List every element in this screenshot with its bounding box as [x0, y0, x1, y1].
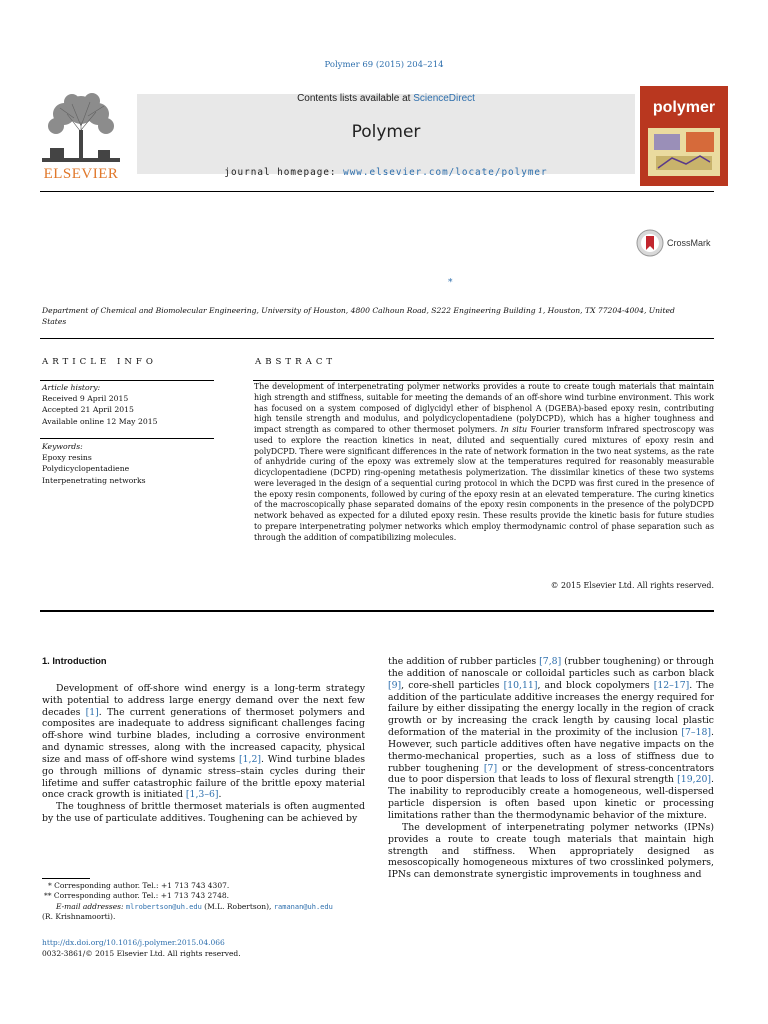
body-column-right [388, 656, 714, 881]
keywords-divider [40, 438, 214, 439]
homepage-prefix: journal homepage: [224, 167, 344, 178]
masthead-divider [40, 191, 714, 192]
contents-availability-line [137, 93, 635, 104]
cover-title: polymer [652, 99, 716, 116]
section-heading-introduction: 1. Introduction [42, 656, 107, 666]
journal-title: Polymer [351, 122, 421, 142]
text-run: (rubber toughening) or through the addition of nanoscale or colloidal particles such as carbon black [388, 656, 714, 679]
issn-line: 0032-3861/© 2015 Elsevier Ltd. All rights reserved. [42, 948, 241, 958]
body-paragraph [42, 683, 365, 801]
abstract-body [254, 382, 714, 543]
sciencedirect-link[interactable]: ScienceDirect [413, 93, 475, 104]
cover-figure-image [648, 128, 720, 176]
crossmark-label: CrossMark [667, 238, 711, 248]
journal-header-band [137, 93, 635, 178]
abstract-bottom-divider [40, 610, 714, 612]
text-run: . The current generations of thermoset polymers and composites are inadequate to address significant challenges facing off-shore wind turbine blades, including a corrosive environment and dynamic stresses, along with the increased capacity, physical size and mass of off-shore wind systems [42, 706, 365, 765]
elsevier-tree-icon [42, 92, 120, 162]
text-run: . [218, 789, 222, 801]
citation-link[interactable]: [1] [85, 706, 99, 718]
citation-link[interactable]: [12–17] [653, 679, 690, 691]
crossmark-badge[interactable] [636, 229, 716, 259]
text-run: . Wind turbine blades go through millions of dynamic stress–stain cycles during their lifetime and suffer catastrophic failure of the brittle epoxy material once crack growth is initiated [42, 753, 365, 801]
body-column-left [42, 656, 365, 825]
keyword-item: Epoxy resins [42, 453, 92, 463]
abstract-copyright: © 2015 Elsevier Ltd. All rights reserved. [550, 581, 714, 590]
article-info-divider [40, 380, 214, 381]
history-accepted: Accepted 21 April 2015 [42, 405, 134, 415]
affiliation-divider [40, 338, 714, 339]
elsevier-wordmark: ELSEVIER [43, 166, 119, 182]
abstract-part1: The development of interpenetrating polymer networks provides a route to create tough materials that maintain high strength and stiffness, suitable for meeting the demands of an off-shore wind turbine environment. This work has focused on a system composed of diglycidyl ether of bisphenol A (DGEBA)-based epoxy resin, contributing high tensile strength and modulus, and polydicyclopentadiene (polyDCPD), which has a higher toughness and impact strength as compared to other thermoset polymers. [254, 382, 714, 434]
author-star-marker[interactable]: * [448, 278, 453, 288]
body-paragraph [388, 656, 714, 822]
email-link-robertson[interactable]: mlrobertson@uh.edu [125, 902, 202, 911]
history-online: Available online 12 May 2015 [42, 416, 158, 426]
history-received: Received 9 April 2015 [42, 394, 129, 404]
footnote-corresponding-2: ** Corresponding author. Tel.: +1 713 743 2748. [44, 891, 230, 901]
doi-block [42, 938, 241, 959]
citation-link[interactable]: [19,20] [677, 774, 712, 786]
citation-link[interactable]: [7–18] [681, 727, 712, 739]
citation-link[interactable]: [1,3–6] [185, 789, 219, 801]
keyword-item: Interpenetrating networks [42, 475, 146, 485]
keywords-block [42, 441, 146, 486]
citation-link[interactable]: [7] [483, 762, 498, 774]
author-affiliation: Department of Chemical and Biomolecular Engineering, University of Houston, 4800 Calhoun Road, S222 Engineering Building 1, Houston, TX 77204-4004, United States [42, 306, 675, 326]
footnote-emails [42, 902, 365, 912]
abstract-in-situ: In situ [500, 425, 528, 434]
abstract-part2: Fourier transform infrared spectroscopy was used to explore the reaction kinetics in neat, diluted and sequentially cured mixtures of epoxy resin and polyDCPD. There were significant differences in the rate of network formation in the two neat systems, as the rate of anhydride curing of the epoxy was extremely slow at the temperatures required for reasonably measurable dicyclopentadiene (DCPD) ring-opening metathesis polymerization. The dissimilar kinetics of these two systems were leveraged in the design of a sequential curing protocol in which the DCPD was first cured in the presence of the epoxy resin components, followed by curing of the epoxy resin at an elevated temperature. The curing kinetics of the macroscopically phase separated domains of the epoxy resin components in the presence of the polyDCPD network behaved as expected for a diluted epoxy resin. These results provide the kinetic basis for future studies to prepare interpenetrating polymer networks which employ thermodynamic control of phase separation such as through the addition of compatibilizing molecules. [254, 425, 714, 542]
text-run: the addition of rubber particles [388, 656, 540, 667]
footnote-corresponding-1: * Corresponding author. Tel.: +1 713 743 4307. [48, 881, 230, 890]
journal-masthead [40, 86, 730, 186]
email-link-krishnamoorti[interactable]: ramanan@uh.edu [273, 902, 333, 911]
footnotes [42, 881, 365, 923]
footnote-divider [42, 878, 90, 879]
journal-cover-image[interactable] [640, 86, 728, 186]
article-history [42, 382, 158, 427]
keywords-label: Keywords: [42, 442, 83, 451]
journal-reference-link[interactable]: Polymer 69 (2015) 204–214 [324, 60, 444, 70]
article-info-heading: ARTICLE INFO [42, 357, 157, 367]
email-label: E-mail addresses: [56, 901, 124, 911]
citation-link[interactable]: [1,2] [239, 753, 262, 765]
text-run: , core-shell particles [401, 679, 504, 691]
text-run: . The inability to reproducibly create a homogeneous, well-dispersed particle dispersion is often based upon kinetic or processing limitations rather than the thermodynamic behavior of the mixture. [388, 774, 714, 821]
text-run: Development of off-shore wind energy is a long-term strategy with potential to address large energy demand over the next few decades [42, 682, 365, 718]
contents-prefix: Contents lists available at [297, 93, 414, 104]
email-name-robertson: (M.L. Robertson), [201, 901, 274, 911]
history-label: Article history: [42, 383, 101, 392]
citation-link[interactable]: [9] [388, 679, 402, 691]
crossmark-icon [636, 229, 664, 257]
doi-link[interactable]: http://dx.doi.org/10.1016/j.polymer.2015.04.066 [42, 938, 225, 947]
body-paragraph: The toughness of brittle thermoset materials is often augmented by the use of particulate additives. Toughening can be achieved by [42, 801, 365, 825]
elsevier-logo [40, 86, 122, 186]
text-run: or the development of stress-concentrators due to poor dispersion that leads to loss of flexural strength [388, 762, 714, 786]
keyword-item: Polydicyclopentadiene [42, 464, 130, 474]
text-run: . The addition of the particulate additive increases the energy required for failure by either dissipating the energy locally in the region of crack growth or by increasing the crack length by causing local plastic deformation of the material in the proximity of the inclusion [388, 679, 714, 739]
email-name-krishnamoorti: (R. Krishnamoorti). [42, 912, 116, 922]
body-paragraph: The development of interpenetrating polymer networks (IPNs) provides a route to create tough materials that maintain high strength and stiffness. When appropriately designed as mesoscopically homogeneous mixtures of two crosslinked polymers, IPNs can demonstrate synergistic improvements in toughness and [388, 821, 714, 881]
homepage-link[interactable]: www.elsevier.com/locate/polymer [343, 167, 548, 178]
text-run: , and block copolymers [537, 679, 654, 691]
abstract-heading: ABSTRACT [255, 357, 337, 367]
text-run: . However, such particle additives often have negative impacts on the thermo-mechanical properties, such as a loss of stiffness due to rubber toughening [388, 727, 714, 774]
journal-homepage-line [137, 167, 635, 178]
citation-link[interactable]: [10,11] [503, 679, 538, 691]
citation-link[interactable]: [7,8] [539, 656, 562, 667]
abstract-divider [253, 380, 714, 381]
